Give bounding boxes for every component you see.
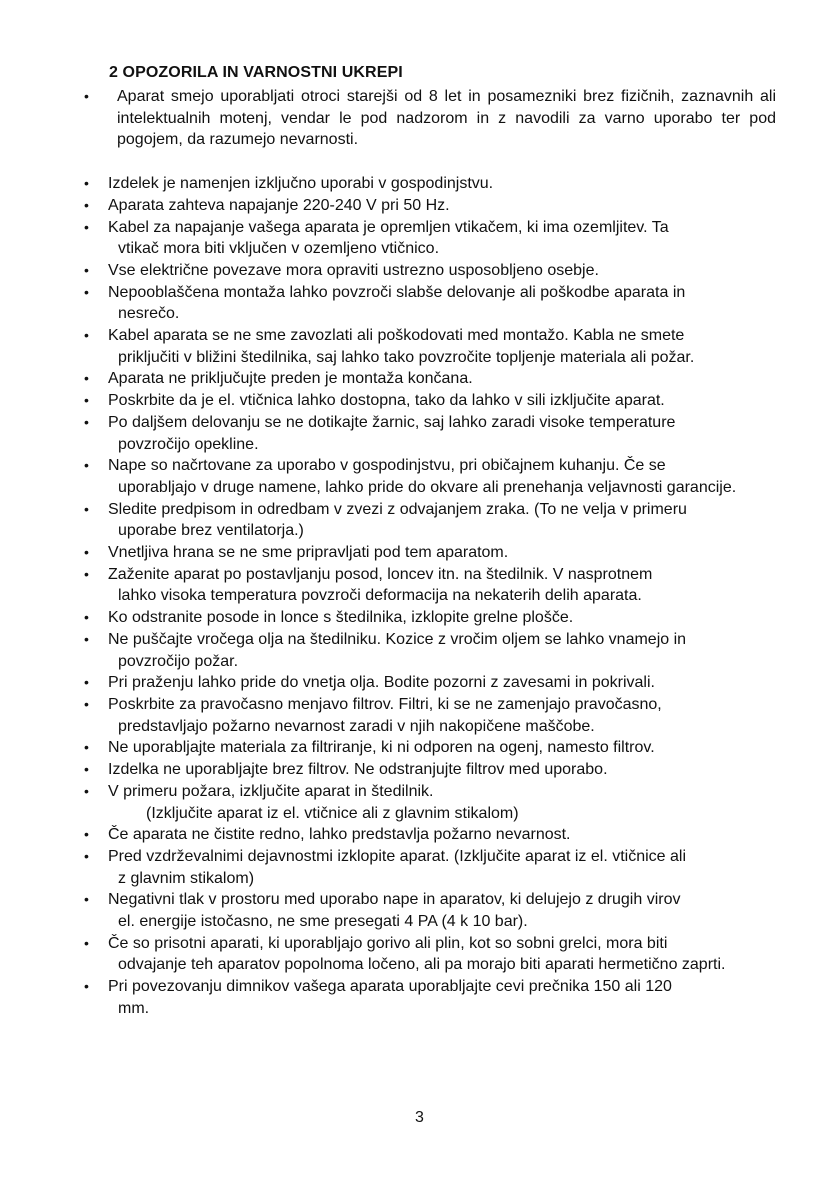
list-item [0, 282, 839, 325]
list-item-text: Pri praženju lahko pride do vnetja olja. Bodite pozorni z zavesami in pokrivali. [108, 674, 655, 692]
section-title: 2 OPOZORILA IN VARNOSTNI UKREPI [109, 64, 403, 81]
bullet-icon: • [84, 761, 89, 778]
list-item-text: Pri povezovanju dimnikov vašega aparata uporabljajte cevi prečnika 150 ali 120 [108, 978, 672, 996]
list-item-text: Poskrbite da je el. vtičnica lahko dostopna, tako da lahko v sili izključite aparat. [108, 392, 665, 410]
bullet-icon: • [84, 457, 89, 474]
bullet-icon: • [84, 674, 89, 691]
list-item-text: Izdelka ne uporabljajte brez filtrov. Ne odstranjujte filtrov med uporabo. [108, 761, 608, 779]
list-item [0, 412, 839, 455]
list-item [0, 390, 839, 412]
list-item-text-cont: nesrečo. [118, 305, 180, 323]
list-item-text: Poskrbite za pravočasno menjavo filtrov. Filtri, ki se ne zamenjajo pravočasno, [108, 695, 662, 713]
bullet-icon: • [84, 826, 89, 843]
list-item-text: Sledite predpisom in odredbam v zvezi z odvajanjem zraka. (To ne velja v primeru [108, 500, 687, 518]
list-item-text: Aparata zahteva napajanje 220-240 V pri 50 Hz. [108, 196, 450, 214]
bullet-icon: • [84, 630, 89, 647]
list-item-text: Negativni tlak v prostoru med uporabo nape in aparatov, ki delujejo z drugih virov [108, 891, 681, 909]
list-item [0, 694, 839, 737]
list-item-text: Nape so načrtovane za uporabo v gospodinjstvu, pri običajnem kuhanju. Če se [108, 457, 666, 475]
list-item [0, 86, 839, 151]
bullet-icon: • [84, 782, 89, 799]
list-item-text: Ne puščajte vročega olja na štedilniku. Kozice z vročim oljem se lahko vnamejo in [108, 630, 687, 648]
list-item [0, 976, 839, 1019]
list-item [0, 368, 839, 390]
list-item-text-cont: el. energije istočasno, ne sme presegati 4 PA (4 k 10 bar). [118, 913, 528, 931]
list-item [0, 607, 839, 629]
list-item [0, 737, 839, 759]
bullet-icon: • [84, 283, 89, 300]
list-item [0, 195, 839, 217]
list-item [0, 933, 839, 976]
list-item-text-cont: lahko visoka temperatura povzroči deformacija na nekaterih delih aparata. [118, 587, 642, 605]
list-item-text: Aparata ne priključujte preden je montaža končana. [108, 370, 473, 388]
bullet-icon: • [84, 175, 89, 192]
list-item-text: Kabel aparata se ne sme zavozlati ali poškodovati med montažo. Kabla ne smete [108, 327, 685, 345]
list-item-text-cont: odvajanje teh aparatov popolnoma ločeno, ali pa morajo biti aparati hermetično zaprti. [118, 956, 726, 974]
bullet-icon: • [84, 392, 89, 409]
list-item [0, 499, 839, 542]
bullet-icon: • [84, 327, 89, 344]
list-item-text: Vse električne povezave mora opraviti ustrezno usposobljeno osebje. [108, 261, 599, 279]
list-item-text-cont: priključiti v bližini štedilnika, saj lahko tako povzročite topljenje materiala ali požar. [118, 348, 695, 366]
list-item [0, 260, 839, 282]
bullet-icon: • [84, 88, 89, 104]
bullet-icon: • [84, 565, 89, 582]
list-item-text-cont: povzročijo opekline. [118, 435, 259, 453]
bullet-icon: • [84, 370, 89, 387]
list-item [0, 542, 839, 564]
list-item-text-cont: vtikač mora biti vključen v ozemljeno vtičnico. [118, 240, 440, 258]
bullet-icon: • [84, 413, 89, 430]
list-item-text: Nepooblaščena montaža lahko povzroči slabše delovanje ali poškodbe aparata in [108, 283, 686, 301]
bullet-icon: • [84, 978, 89, 995]
list-item [0, 824, 839, 846]
list-item-text: Izdelek je namenjen izključno uporabi v gospodinjstvu. [108, 175, 494, 193]
list-item-text-cont: predstavljajo požarno nevarnost zaradi v njih nakopičene maščobe. [118, 717, 595, 735]
bullet-icon: • [84, 196, 89, 213]
list-item-note: (Izključite aparat iz el. vtičnice ali z glavnim stikalom) [146, 804, 519, 822]
list-item [0, 672, 839, 694]
list-item [0, 325, 839, 368]
list-item-text: Če so prisotni aparati, ki uporabljajo gorivo ali plin, kot so sobni grelci, mora biti [108, 934, 668, 952]
list-item-text-cont: uporabljajo v druge namene, lahko pride do okvare ali prenehanja veljavnosti garancije. [118, 478, 737, 496]
bullet-icon: • [84, 218, 89, 235]
bullet-icon: • [84, 500, 89, 517]
list-item [0, 217, 839, 260]
list-item [0, 455, 839, 498]
list-item [0, 781, 839, 824]
list-item [0, 846, 839, 889]
bullet-icon: • [84, 891, 89, 908]
list-item-text: Pred vzdrževalnimi dejavnostmi izklopite aparat. (Izključite aparat iz el. vtičnice ali [108, 847, 687, 865]
list-item-text-cont: z glavnim stikalom) [118, 869, 255, 887]
list-item-text-cont: uporabe brez ventilatorja.) [118, 522, 304, 540]
list-item-text: Zaženite aparat po postavljanju posod, loncev itn. na štedilnik. V nasprotnem [108, 565, 653, 583]
list-item [0, 889, 839, 932]
list-item-text-cont: povzročijo požar. [118, 652, 239, 670]
list-item [0, 173, 839, 195]
safety-list [0, 86, 839, 1020]
list-item-text: Če aparata ne čistite redno, lahko predstavlja požarno nevarnost. [108, 826, 571, 844]
list-item [0, 629, 839, 672]
bullet-icon: • [84, 934, 89, 951]
list-item [0, 564, 839, 607]
bullet-icon: • [84, 695, 89, 712]
list-item-text: Aparat smejo uporabljati otroci starejši od 8 let in posamezniki brez fizičnih, zaznavnih ali intelektualnih motenj, vendar le pod nadzorom in z navodili za varno uporabo ter pod pogojem, da razumejo nevarnosti. [117, 88, 776, 149]
list-item-text-cont: mm. [118, 999, 150, 1017]
list-item-text: Ko odstranite posode in lonce s štedilnika, izklopite grelne plošče. [108, 609, 574, 627]
list-item [0, 759, 839, 781]
page-number: 3 [415, 1109, 424, 1126]
bullet-icon: • [84, 609, 89, 626]
bullet-icon: • [84, 847, 89, 864]
bullet-icon: • [84, 739, 89, 756]
list-item-text: Kabel za napajanje vašega aparata je opremljen vtikačem, ki ima ozemljitev. Ta [108, 218, 669, 236]
list-item-text: Vnetljiva hrana se ne sme pripravljati pod tem aparatom. [108, 544, 509, 562]
list-item-text: V primeru požara, izključite aparat in štedilnik. [108, 782, 434, 800]
bullet-icon: • [84, 261, 89, 278]
bullet-icon: • [84, 544, 89, 561]
list-item-text: Ne uporabljajte materiala za filtriranje, ki ni odporen na ogenj, namesto filtrov. [108, 739, 655, 757]
list-item-text: Po daljšem delovanju se ne dotikajte žarnic, saj lahko zaradi visoke temperature [108, 413, 676, 431]
